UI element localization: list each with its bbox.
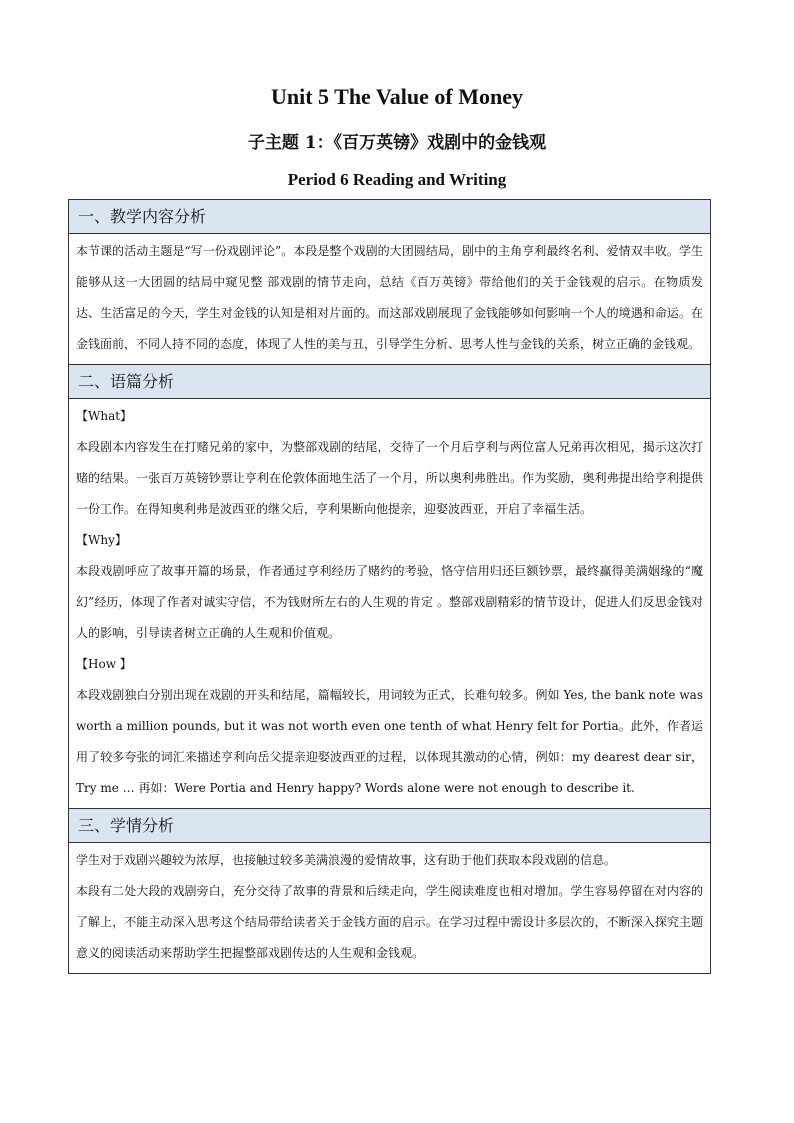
unit-title: Unit 5 The Value of Money bbox=[270, 84, 523, 109]
learner-analysis-heading: 三、学情分析 bbox=[69, 809, 711, 843]
section-body-row bbox=[69, 843, 711, 974]
text-analysis-heading: 二、语篇分析 bbox=[69, 365, 711, 399]
learner-analysis-p2: 本段有二处大段的戏剧旁白，充分交待了故事的背景和后续走向，学生阅读难度也相对增加。学生容易停留在对内容的了解上，不能主动深入思考这个结局带给读者关于金钱方面的启示。在学习过程中需设计多层次的，不断深入探究主题意义的阅读活动来帮助学生把握整部戏剧传达的人生观和金钱观。 bbox=[76, 884, 703, 960]
content-analysis-heading: 一、教学内容分析 bbox=[69, 200, 711, 234]
why-label: 【Why】 bbox=[76, 533, 127, 547]
how-text: 本段戏剧独白分别出现在戏剧的开头和结尾，篇幅较长，用词较为正式，长难句较多。例如 Yes, the bank note was worth a million pounds, but it was not worth even one tenth of what Henry felt for Portia。此外，作者运用了较多夸张的词汇来描述亨利向岳父提亲迎娶波西亚的过程，以体现其激动的心情，例如：my dearest dear sir，Try me … 再如：Were Portia and Henry happy? Words alone were not enough to describe it. bbox=[76, 688, 703, 795]
section-header-row bbox=[69, 809, 711, 843]
section-header-row bbox=[69, 200, 711, 234]
learner-analysis-body bbox=[69, 843, 711, 974]
subtopic-title: 子主题 1：《百万英镑》戏剧中的金钱观 bbox=[247, 133, 547, 153]
lesson-analysis-table bbox=[68, 199, 711, 974]
section-body-row bbox=[69, 234, 711, 365]
period-title: Period 6 Reading and Writing bbox=[287, 170, 507, 189]
what-text: 本段剧本内容发生在打赌兄弟的家中，为整部戏剧的结尾，交待了一个月后亨利与两位富人兄弟再次相见，揭示这次打赌的结果。一张百万英镑钞票让亨利在伦敦体面地生活了一个月，所以奥利弗胜出。作为奖励，奥利弗提出给亨利提供一份工作。在得知奥利弗是波西亚的继父后，亨利果断向他提亲，迎娶波西亚，开启了幸福生活。 bbox=[76, 440, 703, 516]
content-analysis-body bbox=[69, 234, 711, 365]
content-analysis-text: 本节课的活动主题是“写一份戏剧评论”。本段是整个戏剧的大团圆结局，剧中的主角亨利最终名利、爱情双丰收。学生能够从这一大团圆的结局中窥见整 部戏剧的情节走向，总结《百万英镑》带给他们的关于金钱观的启示。在物质发达、生活富足的今天，学生对金钱的认知是相对片面的。而这部戏剧展现了金钱能够如何影响一个人的境遇和命运。在金钱面前，不同人持不同的态度，体现了人性的美与丑，引导学生分析、思考人性与金钱的关系，树立正确的金钱观。 bbox=[76, 244, 703, 351]
how-label: 【How 】 bbox=[76, 657, 132, 671]
section-body-row bbox=[69, 399, 711, 809]
section-header-row bbox=[69, 365, 711, 399]
text-analysis-body bbox=[69, 399, 711, 809]
why-text: 本段戏剧呼应了故事开篇的场景，作者通过亨利经历了赌约的考验，恪守信用归还巨额钞票，最终赢得美满姻缘的“魔幻”经历，体现了作者对诚实守信，不为钱财所左右的人生观的肯定 。整部戏剧精彩的情节设计，促进人们反思金钱对人的影响，引导读者树立正确的人生观和价值观。 bbox=[76, 564, 703, 640]
learner-analysis-p1: 学生对于戏剧兴趣较为浓厚，也接触过较多美满浪漫的爱情故事，这有助于他们获取本段戏剧的信息。 bbox=[76, 853, 617, 867]
what-label: 【What】 bbox=[76, 409, 133, 423]
